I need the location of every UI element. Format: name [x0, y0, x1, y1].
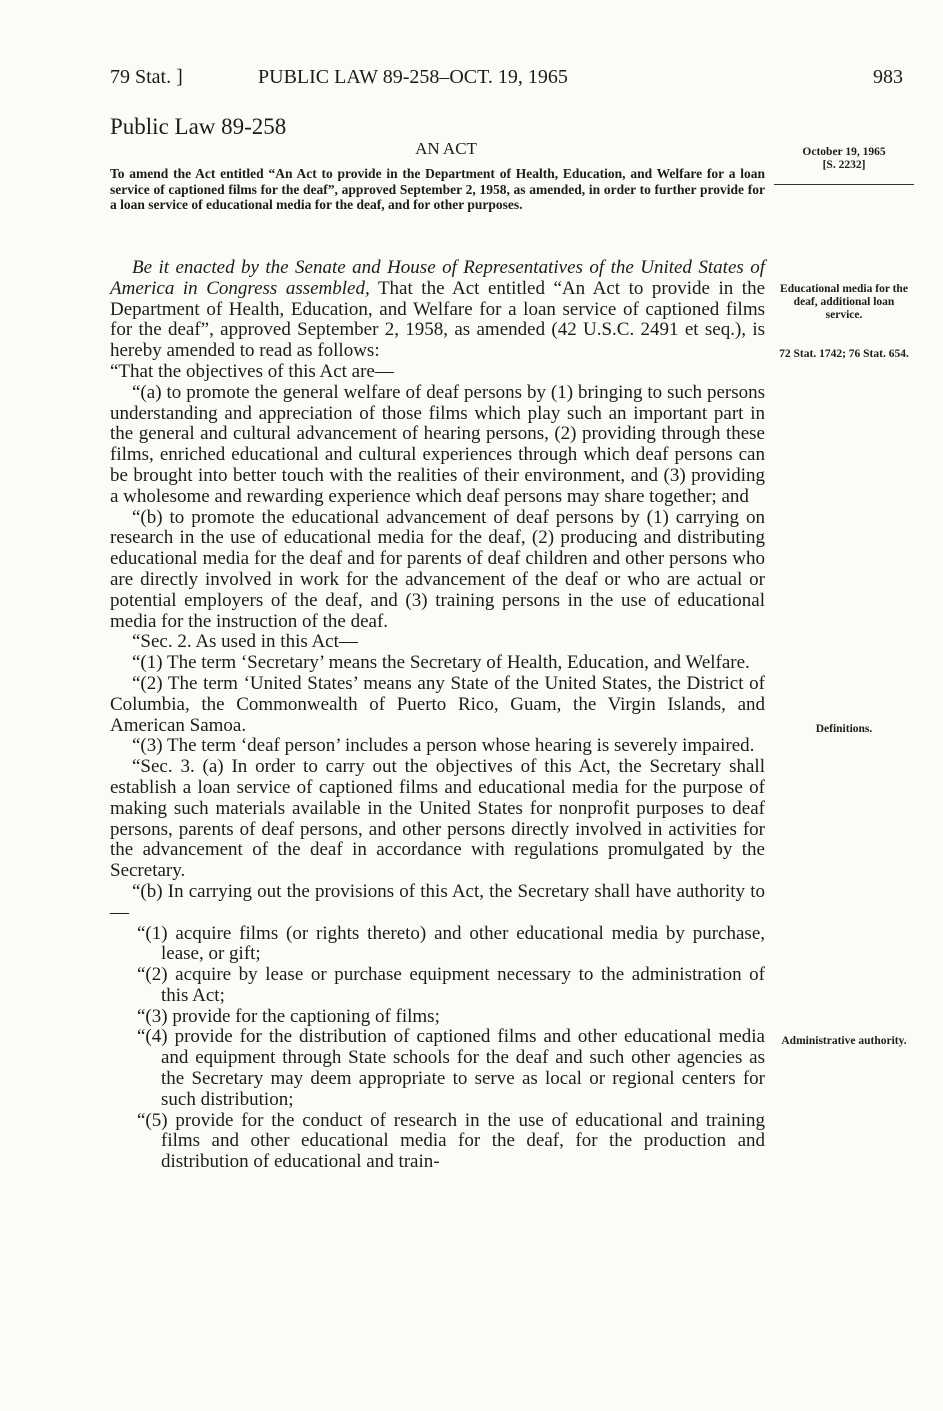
margin-note-administrative-authority: Administrative authority.: [781, 1035, 907, 1047]
objective-b: “(b) to promote the educational advancement of deaf persons by (1) carrying on research in the use of educational media for the deaf, (2) producing and distributing educational media for the deaf and for parents of deaf children and other persons who are directly involved in work for the advancement of the deaf or who are actual or potential employers of the deaf, and (3) training persons in the use of educational media for the instruction of the deaf.: [110, 506, 765, 632]
section-2-heading: “Sec. 2. As used in this Act—: [132, 631, 358, 653]
margin-note-stat-reference: 72 Stat. 1742; 76 Stat. 654.: [779, 348, 909, 360]
margin-note-educational-media: Educational media for the deaf, additional loan service.: [780, 283, 908, 321]
running-head: [110, 66, 903, 96]
definition-1: “(1) The term ‘Secretary’ means the Secretary of Health, Education, and Welfare.: [132, 652, 750, 674]
enacting-italic: Be it enacted by the Senate and House of Representatives of the United States of America in Congress assembled,: [110, 257, 765, 299]
section-3-b: “(b) In carrying out the provisions of this Act, the Secretary shall have authority to—: [110, 880, 765, 923]
margin-date-line: October 19, 1965: [802, 146, 886, 158]
law-title: Public Law 89-258: [110, 114, 287, 139]
authority-4: “(4) provide for the distribution of captioned films and other educational media and equipment through State schools for the deaf and such other agencies as the Secretary may deem appropriate to serve as local or regional centers for such distribution;: [137, 1026, 765, 1110]
act-long-title: To amend the Act entitled “An Act to provide in the Department of Health, Education, and Welfare for a loan service of captioned films for the deaf”, approved September 2, 1958, as amended, in order to further provide for a loan service of educational media for the deaf, and for other purposes.: [110, 166, 765, 213]
act-body: [110, 258, 765, 1173]
margin-divider: [774, 184, 914, 185]
authority-2: “(2) acquire by lease or purchase equipment necessary to the administration of this Act;: [137, 964, 765, 1006]
authority-1: “(1) acquire films (or rights thereto) and other educational media by purchase, lease, or gift;: [137, 922, 765, 965]
enacting-rest: That the Act entitled “An Act to provide in the Department of Health, Education, and Welfare for a loan service of captioned films for the deaf”, approved September 2, 1958, as amended (42 U.S.C. 2491 et seq.), is hereby amended to read as follows:: [110, 277, 765, 362]
definition-2: “(2) The term ‘United States’ means any State of the United States, the District of Columbia, the Commonwealth of Puerto Rico, Guam, the Virgin Islands, and American Samoa.: [110, 672, 765, 736]
statute-volume: 79 Stat. ]: [110, 66, 183, 88]
enacting-clause: [110, 258, 765, 362]
objective-a: “(a) to promote the general welfare of deaf persons by (1) bringing to such persons understanding and appreciation of those films which play such an important part in the general and cultural advancement of hearing persons, (2) providing through these films, enriched educational and cultural experiences through which deaf persons can be brought into better touch with the realities of their environment, and (3) providing a wholesome and rewarding experience which deaf persons may share together; and: [110, 381, 765, 507]
page-number: 983: [873, 66, 903, 88]
definition-3: “(3) The term ‘deaf person’ includes a person whose hearing is severely impaired.: [132, 735, 755, 757]
margin-date: [774, 146, 914, 172]
law-date-header: PUBLIC LAW 89-258–OCT. 19, 1965: [258, 66, 568, 88]
margin-note-definitions: Definitions.: [815, 723, 873, 735]
authority-5: “(5) provide for the conduct of research in the use of educational and training films and other educational media for the deaf, for the production and distribution of educational and train-: [137, 1109, 765, 1173]
an-act-heading: AN ACT: [415, 139, 477, 158]
section-3-a: “Sec. 3. (a) In order to carry out the objectives of this Act, the Secretary shall establish a loan service of captioned films and educational media for the purpose of making such materials available in the United States for nonprofit purposes to deaf persons, parents of deaf persons, and other persons directly involved in activities for the advancement of the deaf in accordance with regulations promulgated by the Secretary.: [110, 756, 765, 882]
objectives-intro: “That the objectives of this Act are—: [110, 360, 394, 382]
authority-3: “(3) provide for the captioning of films;: [137, 1005, 440, 1027]
margin-bill-number: [S. 2232]: [822, 159, 866, 171]
